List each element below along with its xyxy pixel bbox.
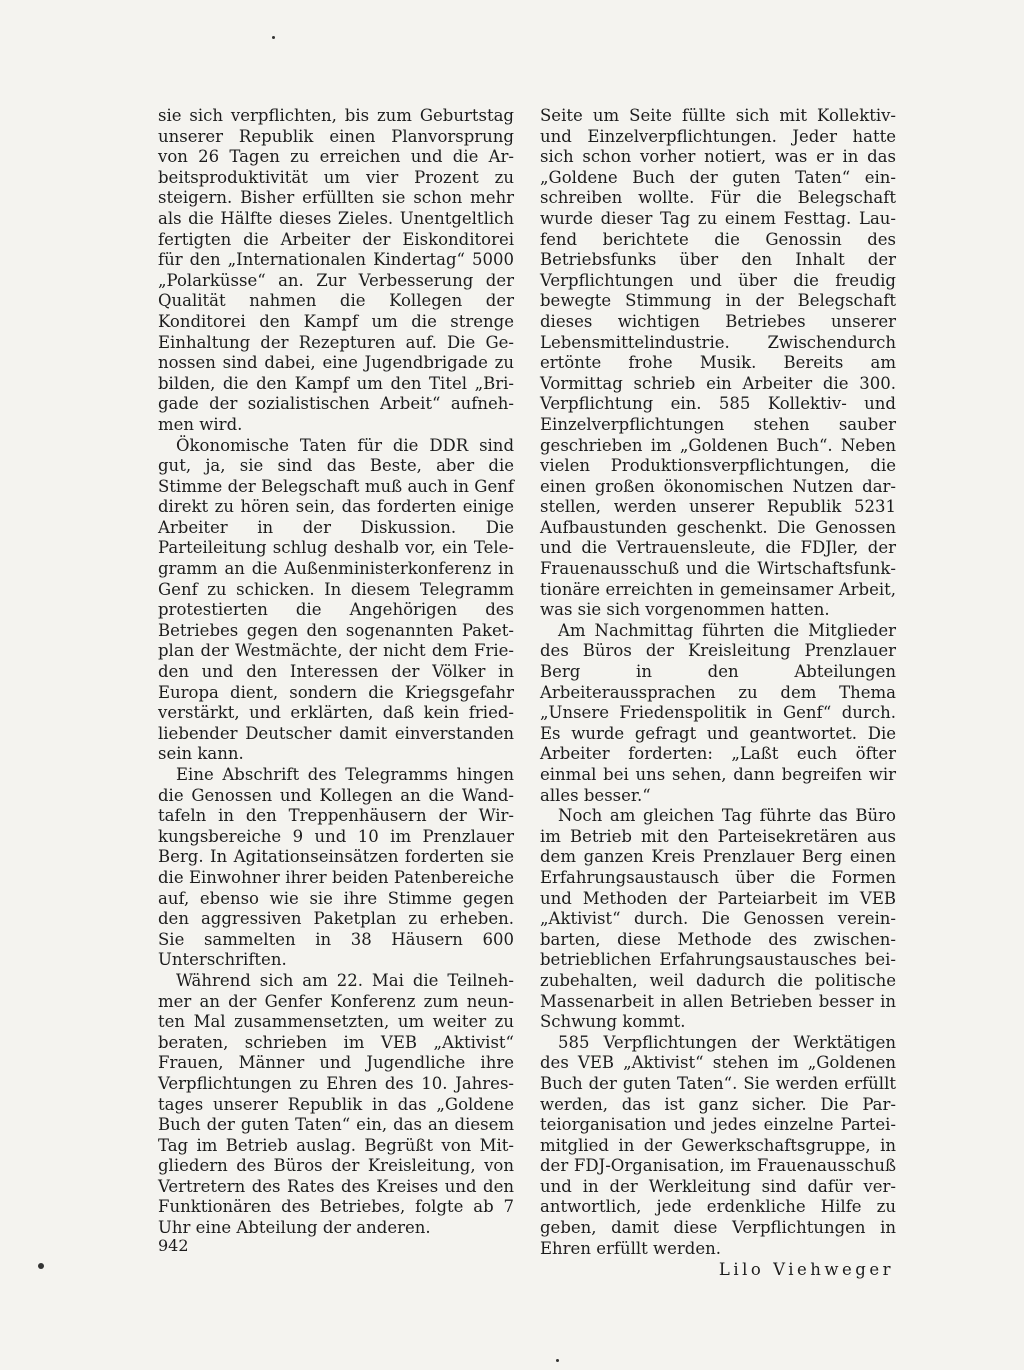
paragraph: Während sich am 22. Mai die Teilnehmer an der Genfer Konferenz zum neunten Mal zusammensetzten, um weiter zu beraten, schrieben im VEB „Aktivist“ Frauen, Männer und Jugendliche ihre Verpflichtungen zu Ehren des 10. Jahrestages unserer Republik in das „Goldene Buch der guten Taten“ ein, das an diesem Tag im Betrieb auslag. Begrüßt von Mitgliedern des Büros der Kreisleitung, von Vertretern des Rates des Kreises und den Funktionären des Betriebes, folgte ab 7 Uhr eine Abteilung der anderen. [158,970,514,1238]
print-speck [38,1263,44,1269]
paragraph: Ökonomische Taten für die DDR sind gut, ja, sie sind das Beste, aber die Stimme der Belegschaft muß auch in Genf direkt zu hören sein, das forderten einige Arbeiter in der Diskussion. Die Parteileitung schlug deshalb vor, ein Telegramm an die Außenministerkonferenz in Genf zu schicken. In diesem Telegramm protestierten die Angehörigen des Betriebes gegen den sogenannten Paketplan der Westmächte, der nicht dem Frieden und den Interessen der Völker in Europa dient, sondern die Kriegsgefahr verstärkt, und erklärten, daß kein friedliebender Deutscher damit einverstanden sein kann. [158,435,514,764]
paragraph: Am Nachmittag führten die Mitglieder des Büros der Kreisleitung Prenzlauer Berg in den Abteilungen Arbeiteraussprachen zu dem Thema „Unsere Friedenspolitik in Genf“ durch. Es wurde gefragt und geantwortet. Die Arbeiter forderten: „Laßt euch öfter einmal bei uns sehen, dann begreifen wir alles besser.“ [540,620,896,805]
paragraph: sie sich verpflichten, bis zum Geburtstag unserer Republik einen Planvorsprung von 26 Tagen zu erreichen und die Arbeitsproduktivität um vier Prozent zu steigern. Bisher erfüllten sie schon mehr als die Hälfte dieses Zieles. Unentgeltlich fertigten die Arbeiter der Eiskonditorei für den „Internationalen Kindertag“ 5000 „Polarküsse“ an. Zur Verbesserung der Qualität nahmen die Kollegen der Konditorei den Kampf um die strenge Einhaltung der Rezepturen auf. Die Genossen sind dabei, eine Jugendbrigade zu bilden, die den Kampf um den Titel „Brigade der sozialistischen Arbeit“ aufnehmen wird. [158,106,514,434]
paragraph: Seite um Seite füllte sich mit Kollektiv- und Einzelverpflichtungen. Jeder hatte sich schon vorher notiert, was er in das „Goldene Buch der guten Taten“ einschreiben wollte. Für die Belegschaft wurde dieser Tag zu einem Festtag. Laufend berichtete die Genossin des Betriebsfunks über den Inhalt der Verpflichtungen und über die freudig bewegte Stimmung in der Belegschaft dieses wichtigen Betriebes unserer Lebensmittelindustrie. Zwischendurch ertönte frohe Musik. Bereits am Vormittag schrieb ein Arbeiter die 300. Verpflichtung ein. 585 Kollektiv- und Einzelverpflichtungen stehen sauber geschrieben im „Goldenen Buch“. Neben vielen Produktionsverpflichtungen, die einen großen ökonomischen Nutzen darstellen, werden unserer Republik 5231 Aufbaustunden geschenkt. Die Genossen und die Vertrauensleute, die FDJler, der Frauenausschuß und die Wirtschaftsfunktionäre erreichten in gemeinsamer Arbeit, was sie sich vorgenommen hatten. [540,106,896,620]
print-speck [272,36,275,39]
paragraph: Eine Abschrift des Telegramms hingen die Genossen und Kollegen an die Wandtafeln in den Treppenhäusern der Wirkungsbereiche 9 und 10 im Prenzlauer Berg. In Agitationseinsätzen forderten sie die Einwohner ihrer beiden Patenbereiche auf, ebenso wie sie ihre Stimme gegen den aggressiven Paketplan zu erheben. Sie sammelten in 38 Häusern 600 Unterschriften. [158,765,514,970]
paragraph: 585 Verpflichtungen der Werktätigen des VEB „Aktivist“ stehen im „Goldenen Buch der guten Taten“. Sie werden erfüllt werden, das ist ganz sicher. Die Parteiorganisation und jedes einzelne Parteimitglied in der Gewerkschaftsgruppe, in der FDJ-Organisation, im Frauenausschuß und in der Werkleitung sind dafür verantwortlich, jede erdenkliche Hilfe zu geben, damit diese Verpflichtungen in Ehren erfüllt werden. [540,1032,896,1258]
left-text-column [158,106,514,1239]
author-signature: Lilo Viehweger [718,1260,894,1280]
paragraph: Noch am gleichen Tag führte das Büro im Betrieb mit den Parteisekretären aus dem ganzen Kreis Prenzlauer Berg einen Erfahrungsaustausch über die Formen und Methoden der Parteiarbeit im VEB „Aktivist“ durch. Die Genossen vereinbarten, diese Methode des zwischenbetrieblichen Erfahrungsaustausches beizubehalten, weil dadurch die politische Massenarbeit in allen Betrieben besser in Schwung kommt. [540,806,896,1032]
print-speck [556,1359,559,1362]
right-text-column [540,106,896,1281]
page-number: 942 [158,1236,189,1255]
